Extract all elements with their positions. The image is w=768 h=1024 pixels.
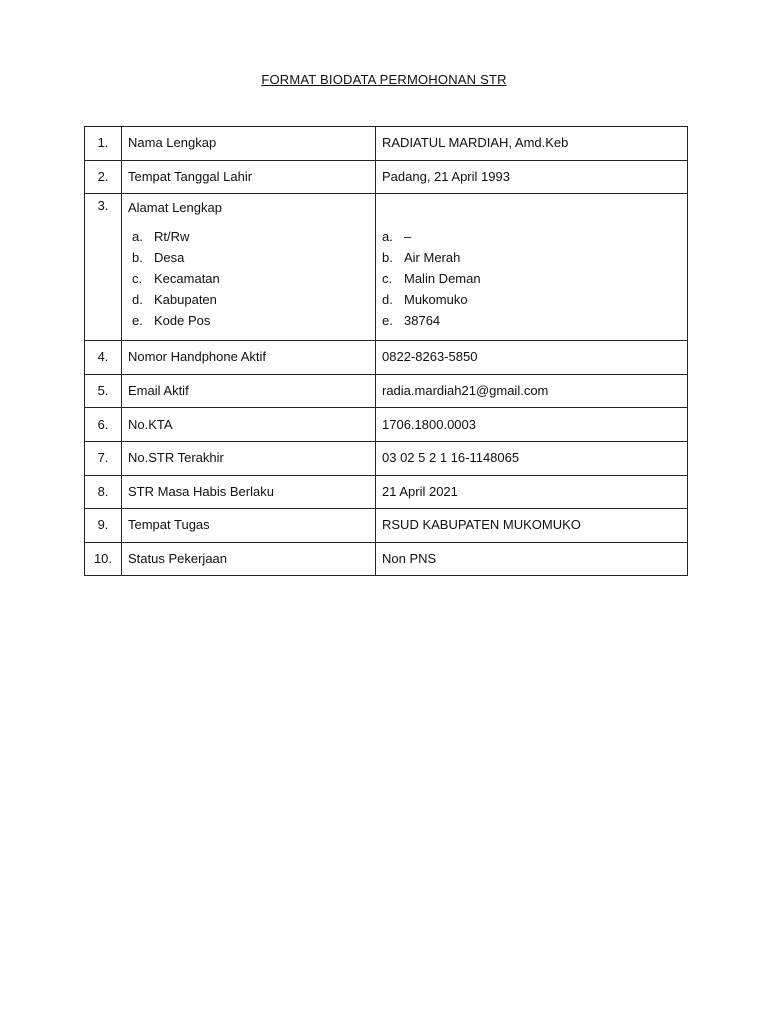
row-number: 8. [85,475,122,509]
field-value: radia.mardiah21@gmail.com [376,374,688,408]
table-row [85,441,688,475]
sub-label-kode-pos: Kode Pos [154,313,211,329]
biodata-table [84,126,688,576]
row-number: 7. [85,441,122,475]
table-row [85,160,688,194]
sub-label-kabupaten: Kabupaten [154,292,217,308]
table-row [85,408,688,442]
table-row [85,475,688,509]
table-row [85,374,688,408]
row-number: 6. [85,408,122,442]
table-row [85,542,688,576]
sub-value-kabupaten: Mukomuko [404,292,468,308]
field-label: No.KTA [122,408,376,442]
field-label: STR Masa Habis Berlaku [122,475,376,509]
row-number: 1. [85,127,122,161]
field-label: No.STR Terakhir [122,441,376,475]
field-value: Non PNS [376,542,688,576]
field-value: 0822-8263-5850 [376,341,688,375]
address-label-cell [122,194,376,341]
row-number: 3. [85,194,122,341]
row-number: 10. [85,542,122,576]
list-item: a. – [382,226,681,247]
field-label: Tempat Tanggal Lahir [122,160,376,194]
sub-value-kode-pos: 38764 [404,313,441,329]
field-value: 1706.1800.0003 [376,408,688,442]
list-item: e. Kode Pos [132,310,369,331]
field-label: Nama Lengkap [122,127,376,161]
list-item: c. Kecamatan [132,268,369,289]
row-number: 4. [85,341,122,375]
field-label: Nomor Handphone Aktif [122,341,376,375]
list-item: b. Desa [132,247,369,268]
address-sub-values [382,226,681,331]
list-item: e. 38764 [382,310,681,331]
field-value: Padang, 21 April 1993 [376,160,688,194]
sub-value-desa: Air Merah [404,250,461,266]
field-label: Email Aktif [122,374,376,408]
table-row [85,341,688,375]
address-sub-labels [128,226,369,331]
field-label: Tempat Tugas [122,509,376,543]
row-number: 5. [85,374,122,408]
field-label: Alamat Lengkap [128,200,222,216]
table-row [85,509,688,543]
field-value: 03 02 5 2 1 16-1148065 [376,441,688,475]
list-item: a. Rt/Rw [132,226,369,247]
row-number: 9. [85,509,122,543]
document-title: FORMAT BIODATA PERMOHONAN STR [261,72,507,87]
table-row [85,127,688,161]
field-value: RSUD KABUPATEN MUKOMUKO [376,509,688,543]
sub-value-kecamatan: Malin Deman [404,271,481,287]
sub-label-rt-rw: Rt/Rw [154,229,190,245]
field-value: 21 April 2021 [376,475,688,509]
sub-value-rt-rw: – [404,229,412,245]
row-number: 2. [85,160,122,194]
list-item: d. Kabupaten [132,289,369,310]
sub-label-desa: Desa [154,250,185,266]
field-label: Status Pekerjaan [122,542,376,576]
table-row-address [85,194,688,341]
field-value: RADIATUL MARDIAH, Amd.Keb [376,127,688,161]
sub-label-kecamatan: Kecamatan [154,271,220,287]
address-value-cell [376,194,688,341]
list-item: d. Mukomuko [382,289,681,310]
list-item: c. Malin Deman [382,268,681,289]
list-item: b. Air Merah [382,247,681,268]
